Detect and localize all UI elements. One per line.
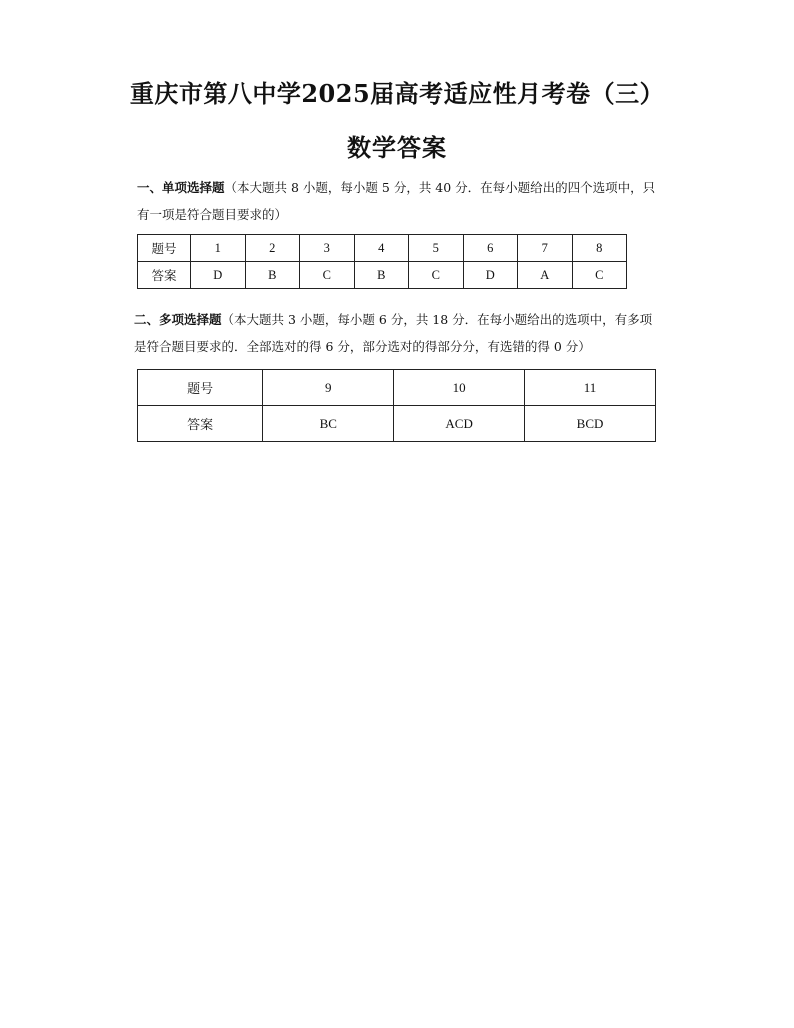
question-number-cell: 4 bbox=[354, 235, 409, 262]
answer-cell: B bbox=[245, 262, 300, 289]
answer-cell: D bbox=[191, 262, 246, 289]
section1-answer-table bbox=[137, 234, 627, 289]
answer-cell: ACD bbox=[394, 406, 525, 442]
answer-row-label: 答案 bbox=[138, 262, 191, 289]
table-row-answers bbox=[138, 262, 627, 289]
section2-answer-table bbox=[137, 369, 656, 442]
table-row-answers bbox=[138, 406, 656, 442]
answer-cell: C bbox=[409, 262, 464, 289]
document-title: 重庆市第八中学2025届高考适应性月考卷（三） bbox=[129, 79, 665, 108]
question-row-label: 题号 bbox=[138, 235, 191, 262]
answer-cell: C bbox=[572, 262, 627, 289]
question-number-cell: 6 bbox=[463, 235, 518, 262]
question-number-cell: 1 bbox=[191, 235, 246, 262]
section2-heading: 二、多项选择题 bbox=[134, 312, 222, 327]
answer-cell: B bbox=[354, 262, 409, 289]
section1-line1 bbox=[137, 174, 655, 201]
question-number-cell: 7 bbox=[518, 235, 573, 262]
answer-row-label: 答案 bbox=[138, 406, 263, 442]
table-row-questions bbox=[138, 370, 656, 406]
document-subtitle: 数学答案 bbox=[347, 133, 447, 162]
question-number-cell: 2 bbox=[245, 235, 300, 262]
question-row-label: 题号 bbox=[138, 370, 263, 406]
section1-heading: 一、单项选择题 bbox=[137, 180, 225, 195]
answer-cell: BC bbox=[263, 406, 394, 442]
answer-cell: D bbox=[463, 262, 518, 289]
question-number-cell: 5 bbox=[409, 235, 464, 262]
table-row-questions bbox=[138, 235, 627, 262]
section1-desc-line1: （本大题共 8 小题，每小题 5 分，共 40 分．在每小题给出的四个选项中，只 bbox=[224, 180, 656, 195]
answer-cell: A bbox=[518, 262, 573, 289]
section1-desc-line2: 有一项是符合题目要求的） bbox=[137, 207, 288, 222]
answer-cell: C bbox=[300, 262, 355, 289]
question-number-cell: 10 bbox=[394, 370, 525, 406]
question-number-cell: 3 bbox=[300, 235, 355, 262]
section1-description bbox=[137, 174, 655, 228]
question-number-cell: 8 bbox=[572, 235, 627, 262]
answer-cell: BCD bbox=[525, 406, 656, 442]
section2-line1 bbox=[134, 306, 652, 333]
section2-description bbox=[134, 306, 652, 360]
question-number-cell: 11 bbox=[525, 370, 656, 406]
question-number-cell: 9 bbox=[263, 370, 394, 406]
section2-desc-line1: （本大题共 3 小题，每小题 6 分，共 18 分．在每小题给出的选项中，有多项 bbox=[221, 312, 653, 327]
section2-desc-line2: 是符合题目要求的．全部选对的得 6 分，部分选对的得部分分，有选错的得 0 分） bbox=[134, 339, 591, 354]
